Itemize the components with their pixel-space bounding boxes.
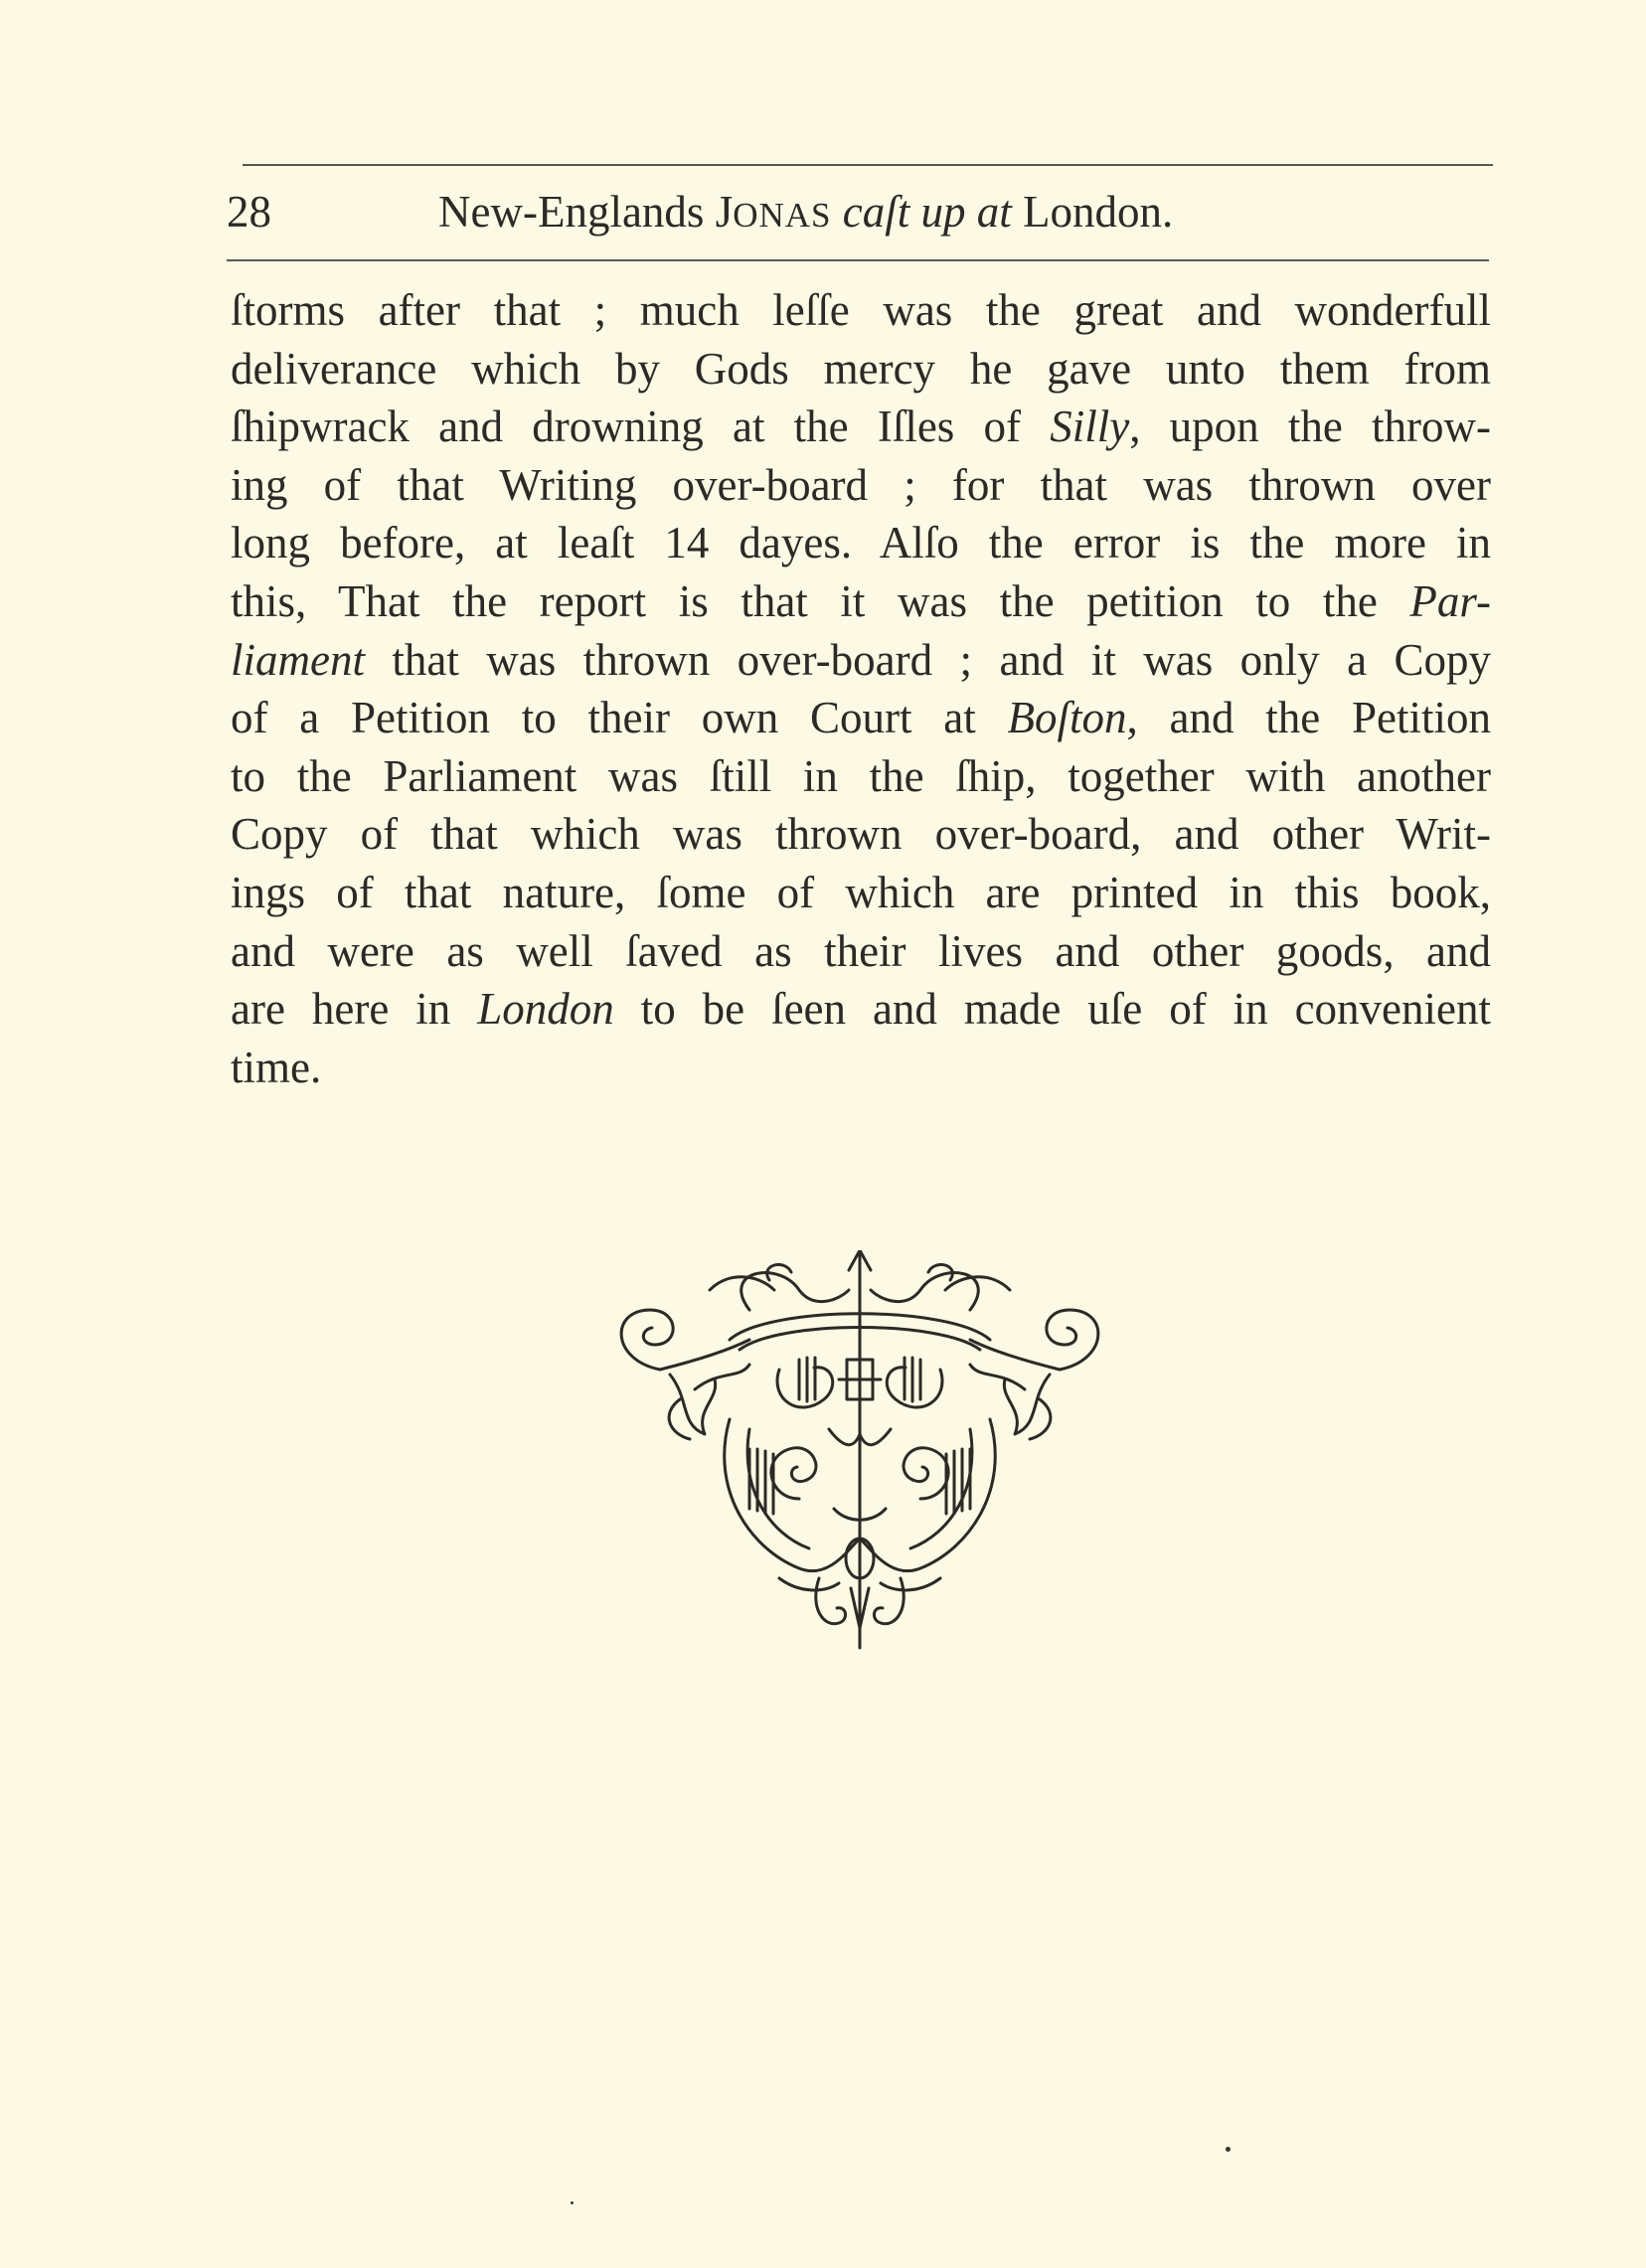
paper-speck [1226, 2147, 1231, 2152]
text-line: liament that was thrown over-board ; and it was only a Copy [231, 634, 1491, 685]
text-line: and were as well ſaved as their lives and other goods, and [231, 925, 1491, 976]
paper-speck [571, 2201, 574, 2204]
running-head [227, 182, 1302, 242]
header-rule-top [243, 164, 1493, 166]
text-line: ings of that nature, ſome of which are printed in this book, [231, 867, 1491, 917]
text-line: are here in London to be ſeen and made uſe of in convenient [231, 984, 1492, 1035]
running-title-italic: caſt up at [831, 187, 1012, 237]
text-line: to the Parliament was ſtill in the ſhip, together with another [231, 750, 1491, 801]
body-text [231, 281, 1491, 1096]
text-line: deliverance which by Gods mercy he gave unto them from [231, 343, 1491, 394]
text-line-last: time. [231, 1042, 322, 1092]
text-line: ſtorms after that ; much leſſe was the great and wonderfull [231, 285, 1491, 335]
running-title-jonas-rest: ONAS [733, 196, 832, 235]
page-number: 28 [227, 187, 271, 237]
header-rule-bottom [227, 259, 1489, 261]
text-line: this, That the report is that it was the petition to the Par- [231, 575, 1491, 626]
text-line: ing of that Writing over-board ; for that was thrown over [231, 459, 1491, 510]
text-line: Copy of that which was thrown over-board, and other Writ- [231, 809, 1491, 860]
running-title [438, 182, 1173, 245]
running-title-jonas-initial: J [715, 187, 734, 237]
text-line: ſhipwrack and drowning at the Iſles of Silly, upon the throw- [231, 402, 1491, 452]
text-line: long before, at leaſt 14 dayes. Alſo the error is the more in [231, 518, 1491, 568]
ornamental-tailpiece-icon [600, 1250, 1119, 1658]
text-line: of a Petition to their own Court at Boſton, and the Petition [231, 693, 1491, 743]
running-title-end: London. [1011, 187, 1174, 237]
running-title-part1: New-Englands [438, 187, 716, 237]
